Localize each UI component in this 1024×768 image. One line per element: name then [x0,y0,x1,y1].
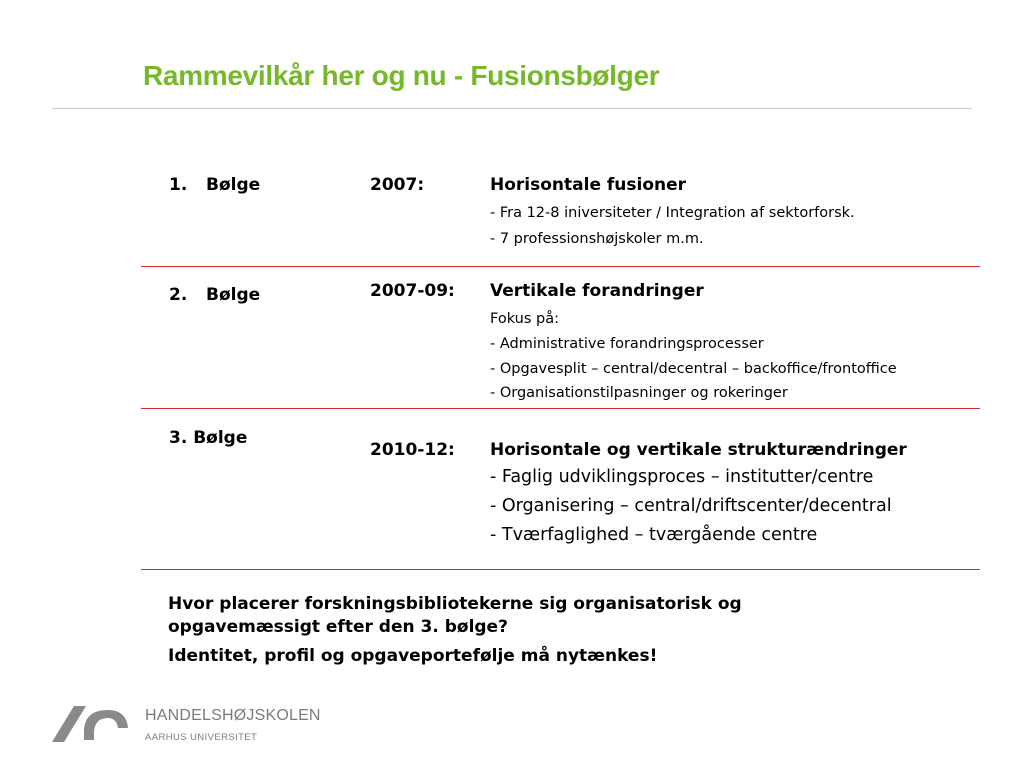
wave-3-period: 2010-12: [370,440,455,460]
wave-1-number: 1. [169,175,188,195]
wave-1-label [169,175,260,195]
wave-3-label: 3. Bølge [169,428,248,448]
section-divider [141,408,980,409]
wave-2-title: Bølge [206,285,261,305]
wave-1-period: 2007: [370,175,425,195]
section-divider [141,569,980,570]
wave-1-title: Bølge [206,175,261,195]
wave-3-line: - Faglig udviklingsproces – institutter/centre [490,467,874,487]
wave-3-heading: Horisontale og vertikale strukturændringer [490,440,907,460]
section-divider [141,266,980,267]
closing-question: Hvor placerer forskningsbibliotekerne sig organisatorisk og opgavemæssigt efter den 3. bølge? [168,594,742,637]
wave-2-line: - Opgavesplit – central/decentral – backoffice/frontoffice [490,361,897,377]
closing-statement: Identitet, profil og opgaveportefølje må nytænkes! [168,646,658,666]
wave-1-line: - Fra 12-8 iniversiteter / Integration af sektorforsk. [490,205,855,221]
wave-2-label [169,285,260,305]
wave-1-heading: Horisontale fusioner [490,175,687,195]
wave-3-line: - Tværfaglighed – tværgående centre [490,525,818,545]
aarhus-logo-icon [50,702,130,748]
wave-2-line: Fokus på: [490,311,559,327]
slide-title: Rammevilkår her og nu - Fusionsbølger [143,60,660,91]
wave-2-number: 2. [169,285,188,305]
wave-2-period: 2007-09: [370,281,455,301]
wave-2-line: - Administrative forandringsprocesser [490,336,764,352]
wave-1-line: - 7 professionshøjskoler m.m. [490,231,704,247]
wave-2-heading: Vertikale forandringer [490,281,704,301]
logo-subtitle: AARHUS UNIVERSITET [145,732,258,743]
title-divider [52,108,972,109]
wave-3-line: - Organisering – central/driftscenter/decentral [490,496,892,516]
wave-2-line: - Organisationstilpasninger og rokeringer [490,385,788,401]
logo-name: HANDELSHØJSKOLEN [145,707,321,724]
